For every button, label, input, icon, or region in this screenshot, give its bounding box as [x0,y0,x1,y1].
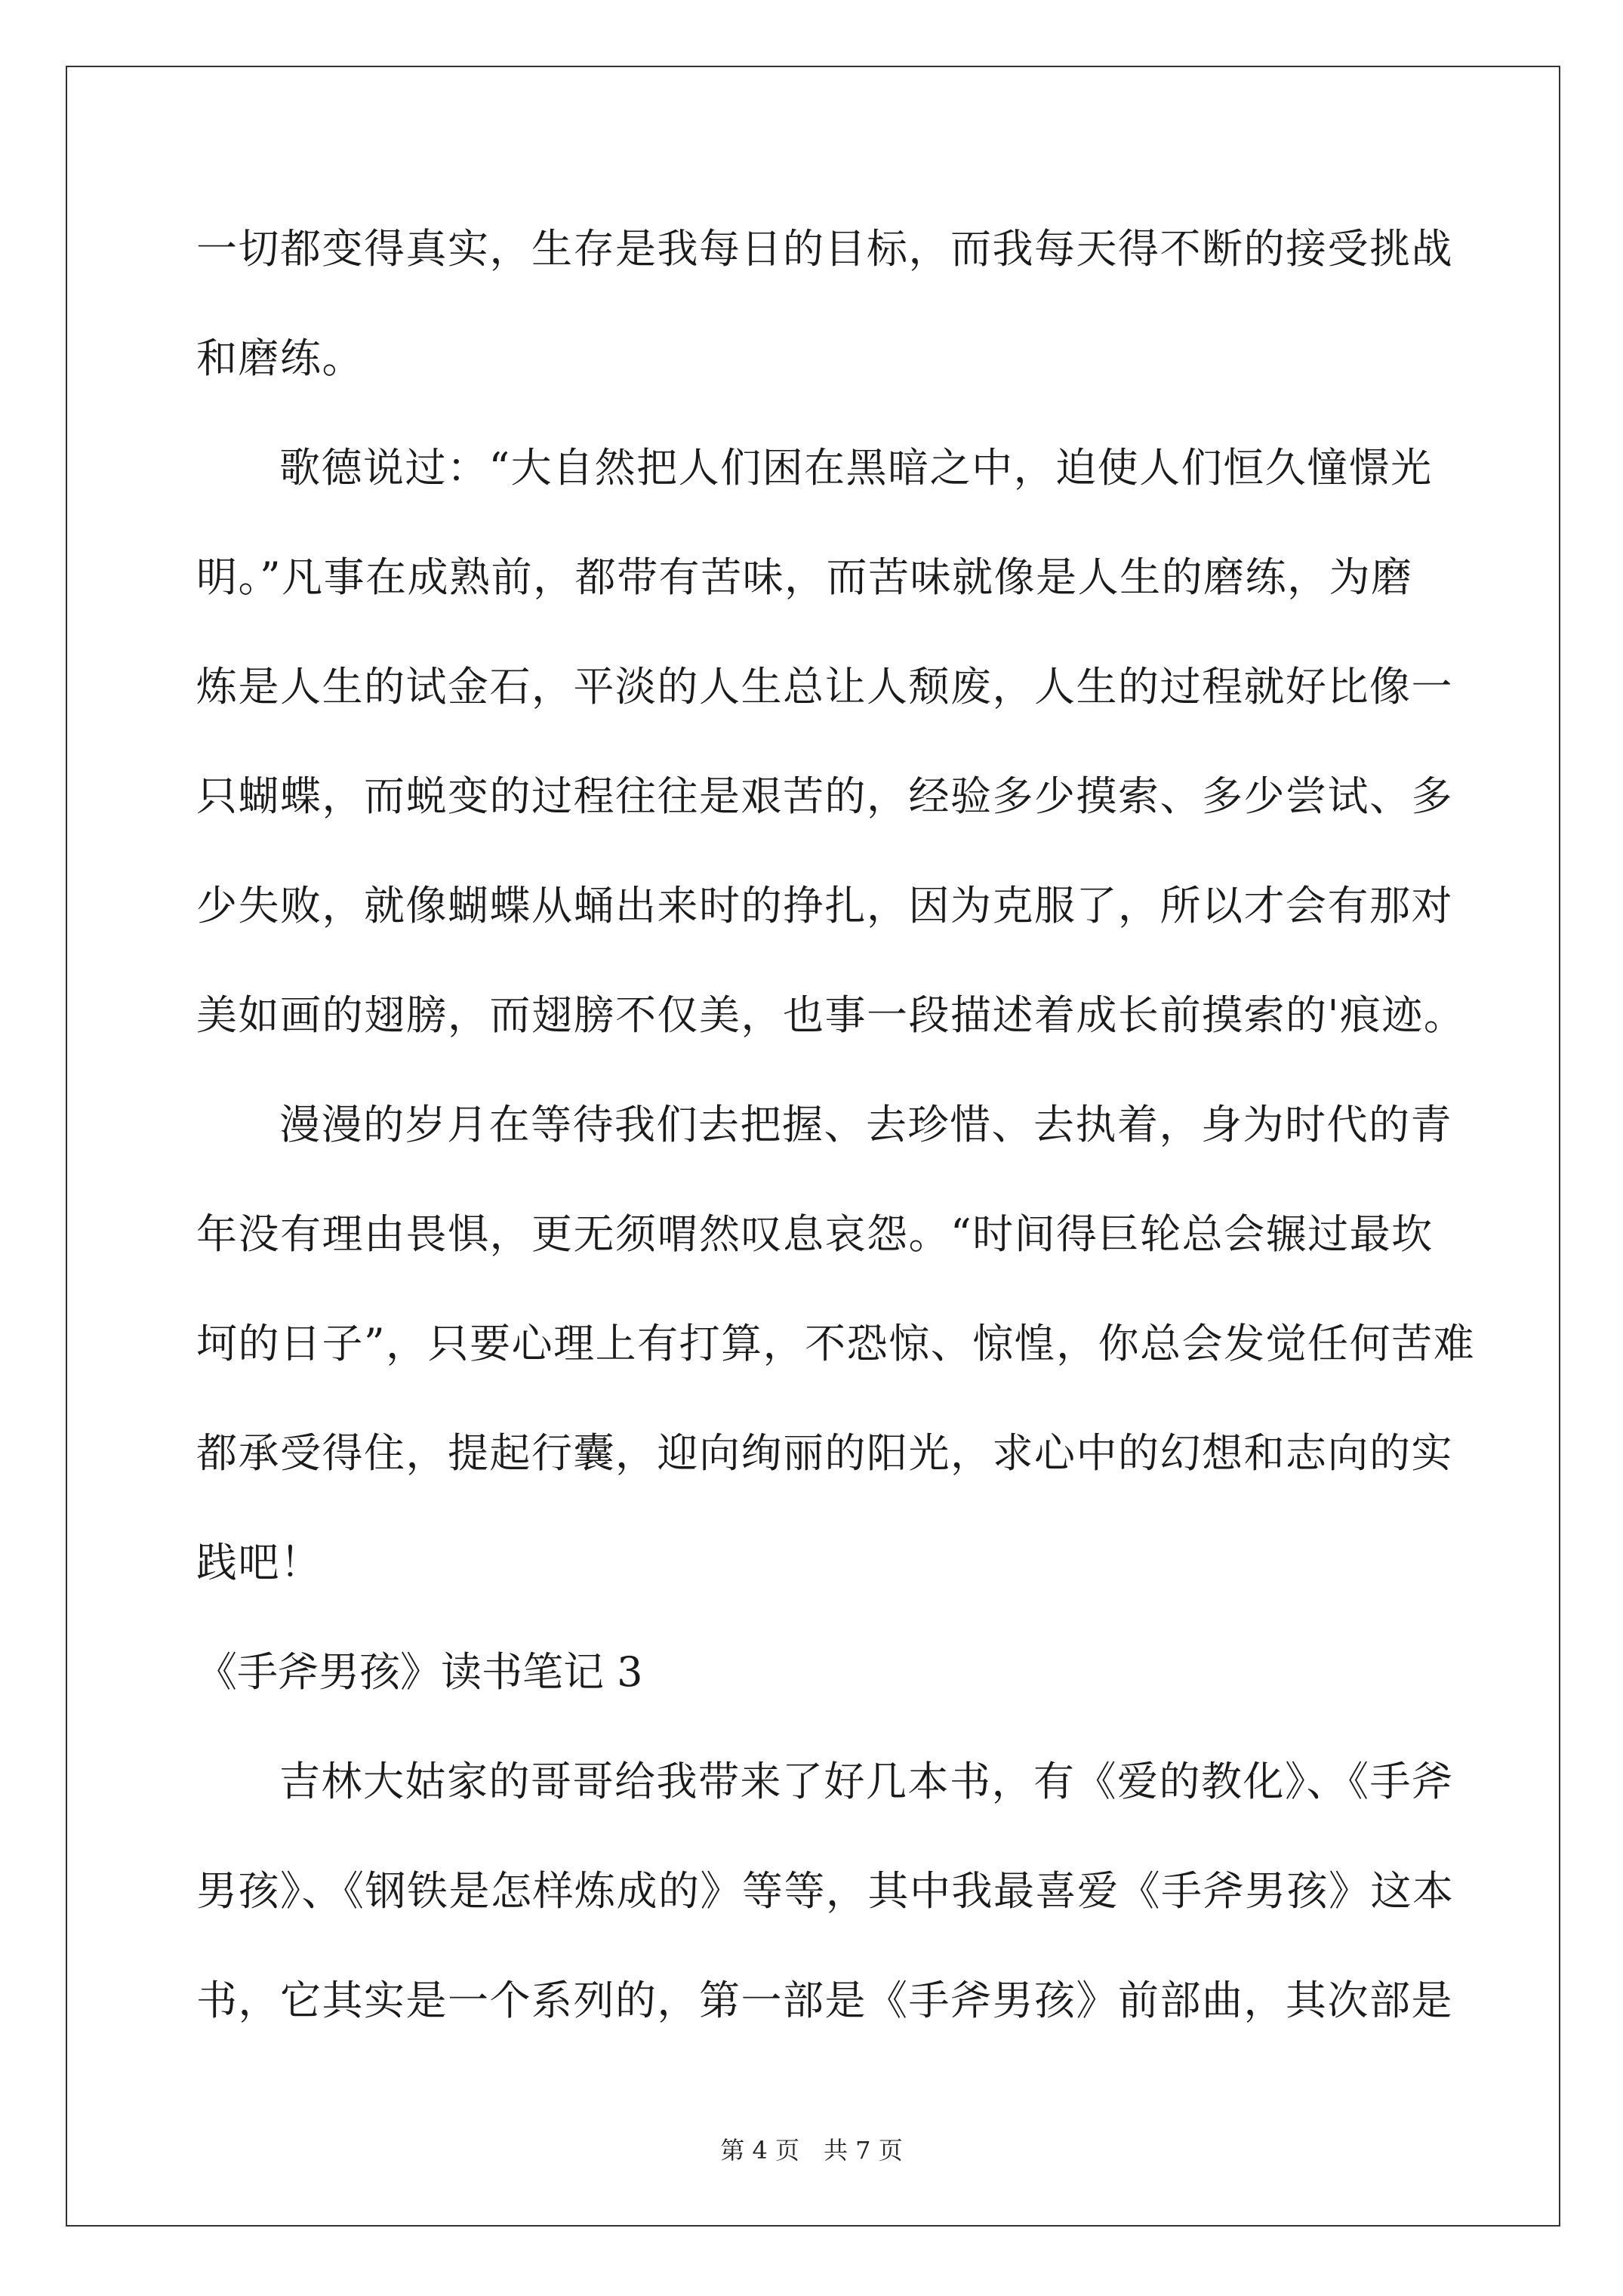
page-number-footer: 第 4 页 共 7 页 [720,2136,903,2165]
section-heading: 《手斧男孩》读书笔记 3 [196,1648,643,1696]
text-line-2: 和磨练。 [196,334,364,382]
text-line-15: 吉林大姑家的哥哥给我带来了好几本书，有《爱的教化》、《手斧 [279,1758,1454,1805]
text-line-9: 漫漫的岁月在等待我们去把握、去珍惜、去执着，身为时代的青 [279,1101,1452,1148]
text-line-7: 少失败，就像蝴蝶从蛹出来时的挣扎，因为克服了，所以才会有那对 [196,882,1453,929]
text-line-3: 歌德说过：“大自然把人们困在黑暗之中，迫使人们恒久憧憬光 [279,444,1433,492]
text-line-6: 只蝴蝶，而蜕变的过程往往是艰苦的，经验多少摸索、多少尝试、多 [196,772,1453,820]
text-line-4: 明。”凡事在成熟前，都带有苦味，而苦味就像是人生的磨练，为磨 [196,553,1413,601]
text-line-1: 一切都变得真实，生存是我每日的目标，而我每天得不断的接受挑战 [196,225,1453,273]
text-line-12: 都承受得住，提起行囊，迎向绚丽的阳光，求心中的幻想和志向的实 [196,1429,1453,1477]
text-line-16: 男孩》、《钢铁是怎样炼成的》等等，其中我最喜爱《手斧男孩》这本 [196,1867,1455,1915]
text-line-17: 书，它其实是一个系列的，第一部是《手斧男孩》前部曲，其次部是 [196,1977,1453,2024]
document-body [196,219,1476,2080]
text-line-8: 美如画的翅膀，而翅膀不仅美，也事一段描述着成长前摸索的'痕迹。 [196,991,1466,1039]
text-line-5: 炼是人生的试金石，平淡的人生总让人颓废，人生的过程就好比像一 [196,663,1453,710]
text-line-11: 坷的日子”，只要心理上有打算，不恐惊、惊惶，你总会发觉任何苦难 [196,1320,1476,1367]
text-line-10: 年没有理由畏惧，更无须喟然叹息哀怨。“时间得巨轮总会辗过最坎 [196,1210,1434,1258]
text-line-13: 践吧！ [196,1539,322,1586]
